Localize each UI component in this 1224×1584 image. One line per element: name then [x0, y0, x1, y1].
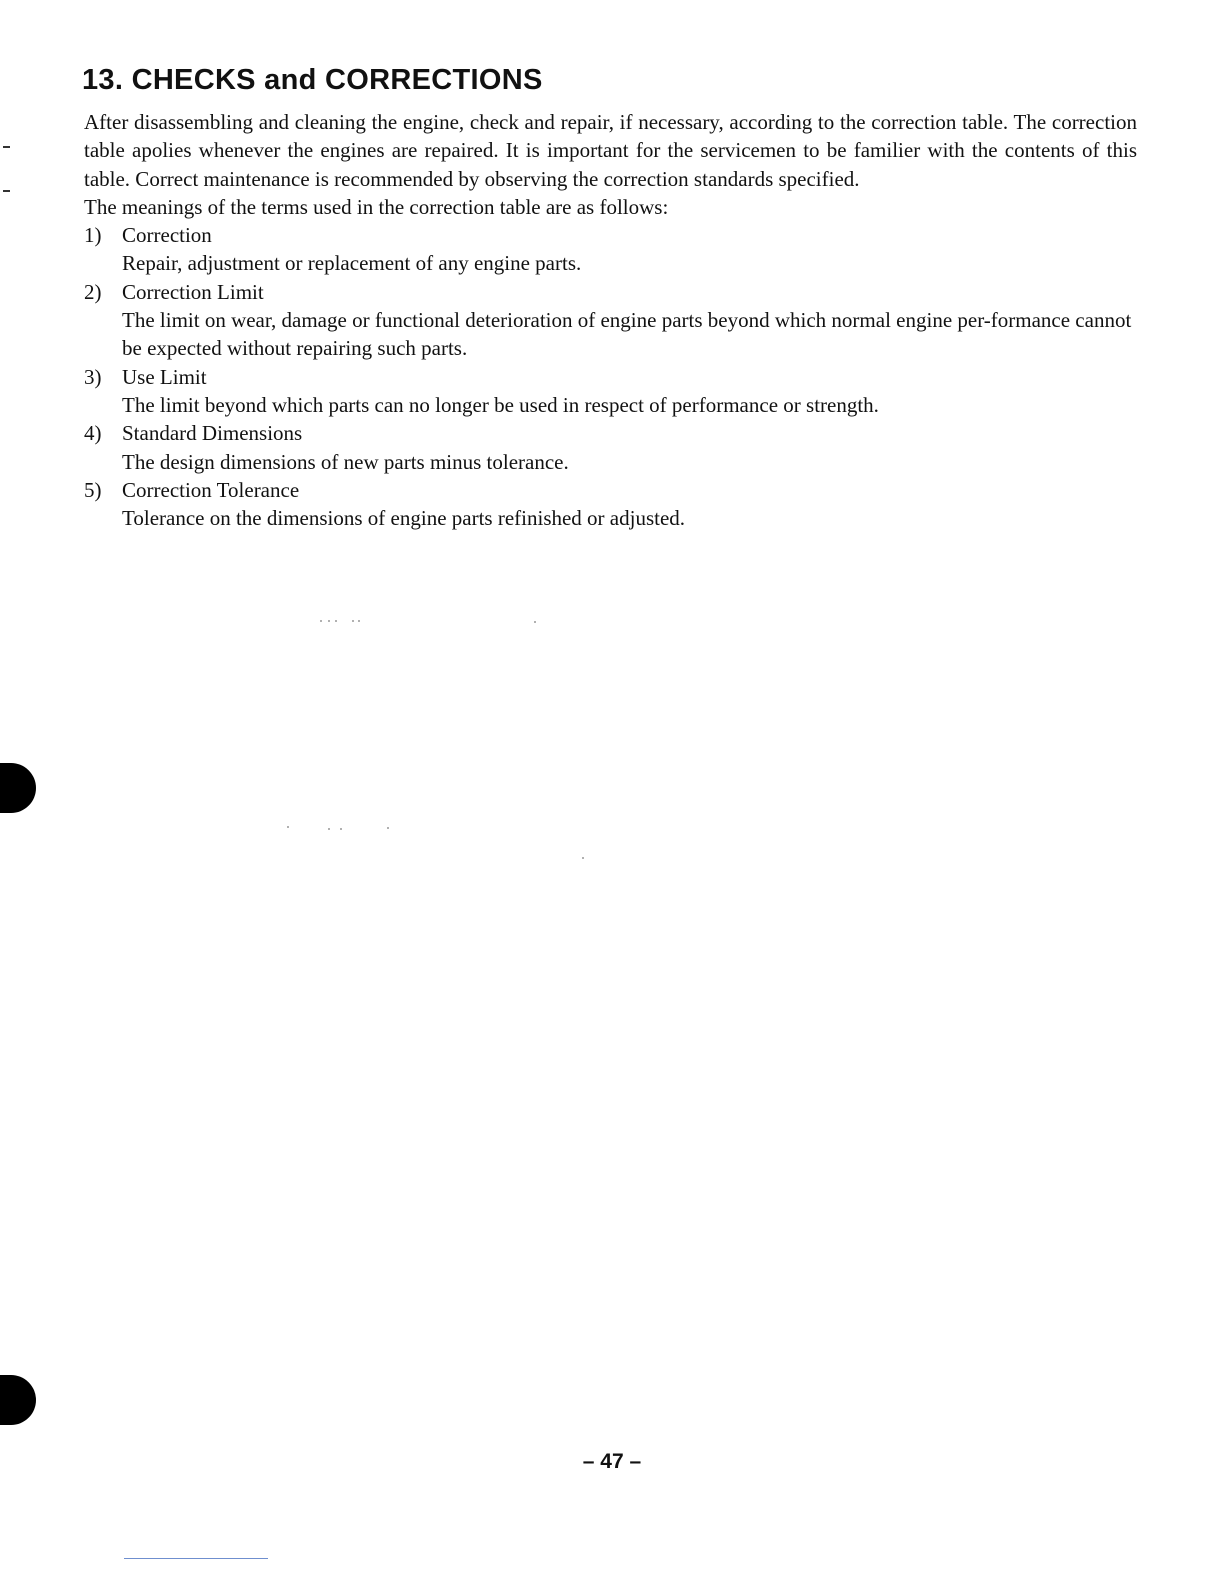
term-item-correction — [84, 221, 1137, 278]
document-body — [84, 108, 1137, 532]
terms-lead-sentence: The meanings of the terms used in the correction table are as follows: — [84, 194, 669, 219]
scan-speck — [358, 620, 360, 622]
page-number: – 47 – — [582, 1450, 642, 1473]
scan-speck — [335, 620, 337, 622]
term-heading — [84, 278, 1137, 306]
scan-speck — [387, 827, 389, 829]
term-number: 1) — [84, 223, 102, 248]
term-number: 5) — [84, 477, 102, 502]
term-heading — [84, 476, 1137, 504]
term-item-standard-dimensions — [84, 419, 1137, 476]
term-number: 3) — [84, 364, 102, 389]
scan-speck — [582, 857, 584, 859]
terms-list — [84, 221, 1137, 532]
scan-speck — [328, 620, 330, 622]
term-heading — [84, 363, 1137, 391]
page-title: 13. CHECKS and CORRECTIONS — [82, 64, 543, 96]
term-description: Repair, adjustment or replacement of any engine parts. — [122, 251, 582, 276]
term-description: The limit on wear, damage or functional deterioration of engine parts beyond which normal engine per-formance cannot be expected without repairing such parts. — [122, 308, 1132, 361]
term-name: Standard Dimensions — [122, 421, 303, 446]
term-item-use-limit — [84, 363, 1137, 420]
scan-speck — [534, 621, 536, 623]
term-item-correction-tolerance — [84, 476, 1137, 533]
term-description: The limit beyond which parts can no longer be used in respect of performance or strength. — [122, 392, 879, 417]
term-heading — [84, 419, 1137, 447]
intro-paragraph: After disassembling and cleaning the engine, check and repair, if necessary, according to the correction table. The correction table apolies whenever the engines are repaired. It is important for the servicemen to be familier with the contents of this table. Correct maintenance is recommended by observing the correction standards specified. — [84, 110, 1137, 191]
term-name: Use Limit — [122, 364, 207, 389]
term-description: Tolerance on the dimensions of engine parts refinished or adjusted. — [122, 506, 686, 531]
term-number: 2) — [84, 279, 102, 304]
scan-speck — [320, 620, 322, 622]
term-description: The design dimensions of new parts minus tolerance. — [122, 449, 569, 474]
binder-hole — [0, 763, 36, 813]
margin-mark — [3, 190, 10, 192]
term-name: Correction Limit — [122, 279, 264, 304]
margin-mark — [3, 146, 10, 148]
scan-speck — [287, 826, 289, 828]
term-item-correction-limit — [84, 278, 1137, 363]
scan-speck — [340, 828, 342, 830]
term-name: Correction Tolerance — [122, 477, 300, 502]
binder-hole — [0, 1375, 36, 1425]
bottom-rule — [124, 1558, 268, 1559]
term-number: 4) — [84, 421, 102, 446]
scan-speck — [352, 620, 354, 622]
scan-speck — [328, 828, 330, 830]
term-name: Correction — [122, 223, 212, 248]
term-heading — [84, 221, 1137, 249]
